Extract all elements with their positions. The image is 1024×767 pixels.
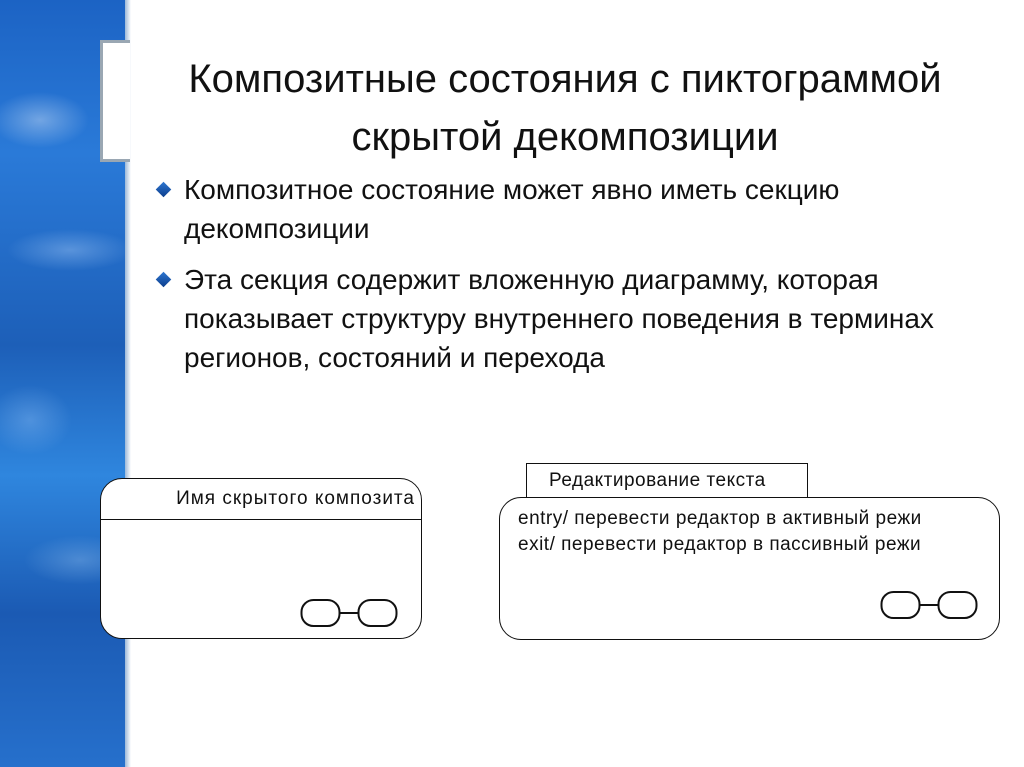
slide-title (150, 50, 980, 166)
bullet-item (158, 170, 978, 248)
bullet-text-line: Эта секция содержит вложенную диаграмму, которая (184, 264, 879, 295)
bullet-text-line: декомпозиции (184, 213, 370, 244)
entry-action: entry/ перевести редактор в активный режи (518, 508, 922, 529)
diamond-bullet-icon (156, 272, 172, 288)
bullet-list (158, 170, 978, 389)
title-line-1: Композитные состояния с пиктограммой (188, 57, 942, 101)
exit-action: exit/ перевести редактор в пассивный режи (518, 534, 922, 555)
diamond-bullet-icon (156, 182, 172, 198)
title-line-2: скрытой декомпозиции (351, 115, 779, 159)
decorative-corner-bracket (100, 40, 130, 162)
bullet-text-line: показывает структуру внутреннего поведения в терминах (184, 303, 934, 334)
bullet-text-line: Композитное состояние может явно иметь секцию (184, 174, 840, 205)
decomposition-icon (880, 589, 980, 621)
bullet-item (158, 260, 978, 377)
bullet-text-line: регионов, состояний и перехода (184, 342, 605, 373)
state-name-compartment: Имя скрытого композита (101, 479, 421, 520)
decomposition-icon (300, 597, 400, 629)
state-name-tab: Редактирование текста (526, 463, 808, 499)
